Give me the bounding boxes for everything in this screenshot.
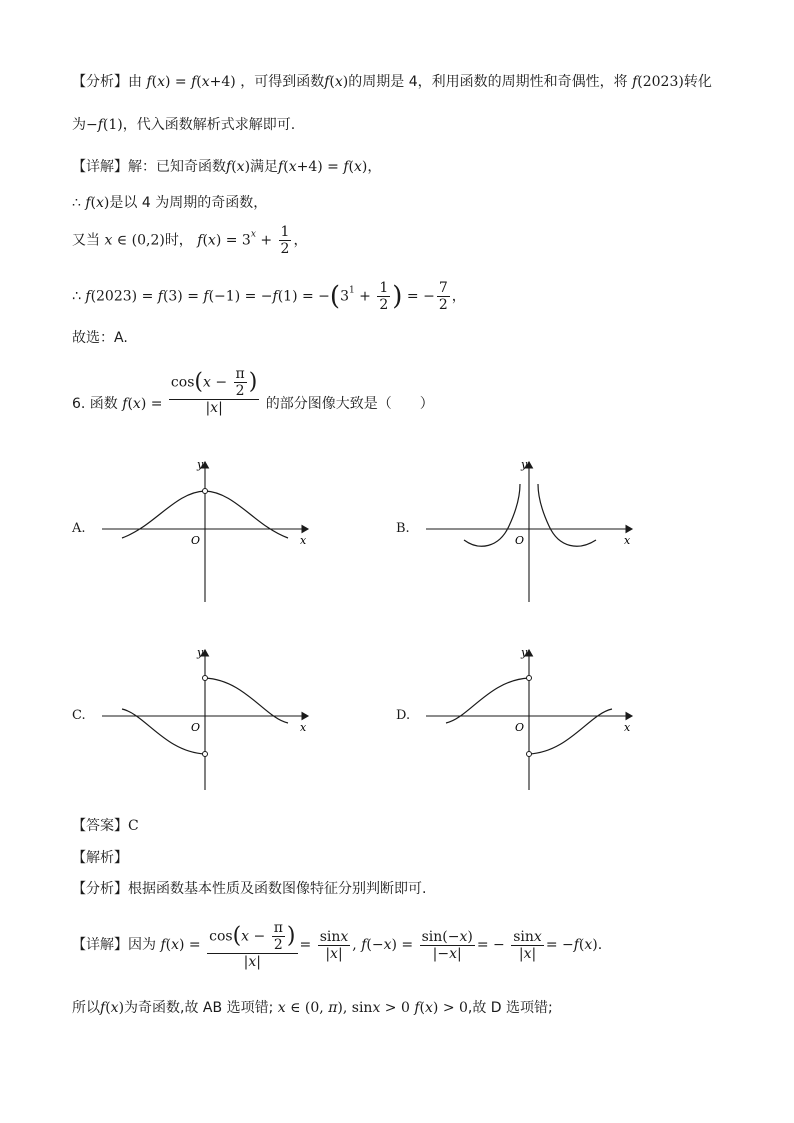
detail-text-2: 满足 — [250, 159, 279, 175]
jiexi-line: 【解析】 — [72, 850, 128, 866]
detail2-fraction: cos(x − $\frac{\pi}{2}$ ) |x| — [209, 920, 296, 970]
analysis-text-4: 转化 — [683, 74, 712, 90]
graph-a — [100, 456, 320, 606]
detail-line-4: ∴ $f(2023) = f(3) = f(-1) = -f(1) = -(3^1$ + $\frac{1}{2}$ ) = − $\frac{7}{2}$ ， — [72, 280, 466, 313]
y-label: y — [521, 458, 528, 471]
x-label: x — [624, 721, 631, 734]
analysis-text-1: 由 — [128, 74, 142, 90]
detail2-text: 因为 — [128, 937, 156, 953]
last-text-1: 所以 — [72, 1000, 100, 1016]
answer-tag: 【答案】 — [72, 818, 128, 834]
detail-text-when: 又当 — [72, 232, 100, 249]
analysis-line-2: 为−f(1)，代入函数解析式求解即可. — [72, 117, 296, 133]
open-point-bottom — [203, 752, 208, 757]
analysis-text-2: ，可得到函数 — [240, 74, 325, 90]
therefore-symbol: ∴ — [72, 288, 81, 305]
detail-line-3: 又当 x ∈ (0,2)时， $f(x) = 3^x$ + $\frac{1}{2}$ ， — [72, 224, 308, 257]
option-b-label: B. — [396, 521, 410, 536]
answer-value: C — [128, 818, 139, 834]
analysis2-tag: 【分析】 — [72, 881, 128, 897]
open-point-bottom — [527, 752, 532, 757]
question-suffix: 的部分图像大致是（ ） — [265, 396, 434, 412]
detail2-tag: 【详解】 — [72, 937, 128, 953]
analysis-text-5: 为 — [72, 117, 86, 133]
open-point-top — [203, 676, 208, 681]
curve-b-right — [538, 484, 596, 546]
graph-c — [100, 644, 320, 794]
option-c-label: C. — [72, 708, 86, 723]
analysis-line-1: 【分析】由 f(x) = f(x+4) ，可得到函数f(x)的周期是 4，利用函数的周期性和奇偶性，将 f(2023)转化 — [72, 74, 712, 90]
origin-label: O — [515, 534, 525, 547]
answer-line — [72, 816, 139, 836]
analysis-tag: 【分析】 — [72, 74, 128, 90]
question-6: 6. 函数 f(x) = cos(x − $\frac{\pi}{2}$ ) |x| 的部分图像大致是（ ） — [72, 366, 434, 416]
origin-label: O — [191, 721, 201, 734]
analysis-text-3: 的周期是 4，利用函数的周期性和奇偶性，将 — [348, 74, 628, 90]
detail-tag: 【详解】 — [72, 159, 128, 175]
detail-text-period: 是以 4 为周期的奇函数， — [109, 195, 268, 211]
detail-line-1: 【详解】解：已知奇函数f(x)满足f(x+4) = f(x)， — [72, 159, 382, 175]
detail-answer-line: 故选：A. — [72, 330, 128, 346]
open-point — [203, 489, 208, 494]
last-text-2: 为奇函数,故 AB 选项错; — [124, 1000, 274, 1016]
x-label: x — [300, 534, 307, 547]
last-text-3: ,故 D 选项错; — [467, 1000, 553, 1016]
analysis2-line — [72, 879, 426, 899]
y-label: y — [197, 646, 204, 659]
option-a-label: A. — [72, 521, 86, 536]
analysis2-text: 根据函数基本性质及函数图像特征分别判断即可. — [128, 881, 427, 897]
y-label: y — [521, 646, 528, 659]
origin-label: O — [191, 534, 201, 547]
graph-d — [424, 644, 644, 794]
detail-text-1: 解：已知奇函数 — [128, 159, 226, 175]
option-d-label: D. — [396, 708, 411, 723]
question-fraction: cos(x − $\frac{\pi}{2}$ ) |x| — [170, 366, 258, 416]
question-number: 6. 函数 — [72, 396, 118, 412]
open-point-top — [527, 676, 532, 681]
detail-line-2: ∴ f(x)是以 4 为周期的奇函数， — [72, 195, 268, 211]
formula-periodic: f — [146, 74, 152, 90]
analysis-text-6: ，代入函数解析式求解即可. — [122, 117, 296, 133]
graph-b — [424, 456, 644, 606]
curve-b-left — [464, 484, 520, 546]
origin-label: O — [515, 721, 525, 734]
x-label: x — [300, 721, 307, 734]
detail2-line: 【详解】因为 f(x) = cos(x − $\frac{\pi}{2}$ ) |x| = $\frac{\sin x}{|x|}$ , f(−x) = $\frac{\sin(-x)}{|-x|}$ = − $\frac{\sin x}{|x|}$ = −f(x). — [72, 920, 603, 970]
y-label: y — [197, 458, 204, 471]
x-label: x — [624, 534, 631, 547]
detail-text-time: 时， — [164, 232, 193, 249]
last-line: 所以f(x)为奇函数,故 AB 选项错; x ∈ (0, π), sinx > 0 f(x) > 0,故 D 选项错; — [72, 1000, 553, 1016]
